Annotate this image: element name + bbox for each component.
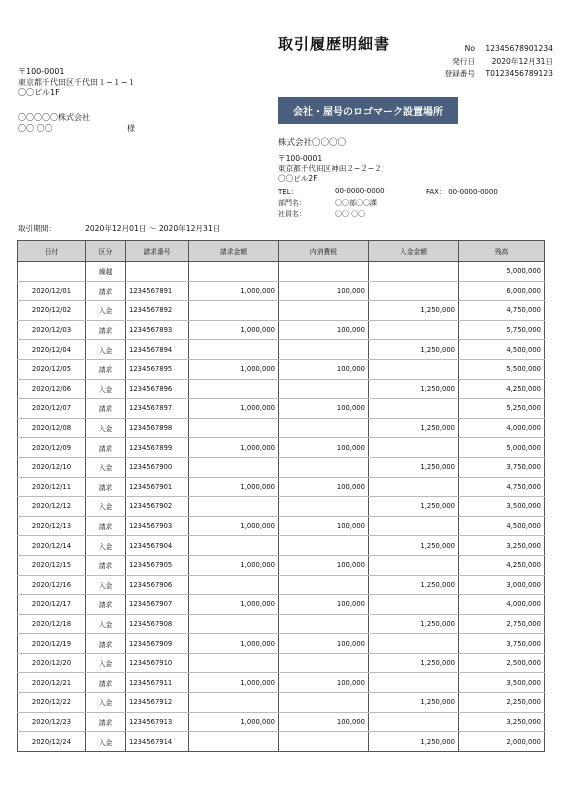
cell-balance: 5,500,000: [459, 359, 545, 379]
cell-date: 2020/12/14: [18, 536, 86, 556]
meta-issue-date-value: 2020年12月31日: [491, 56, 553, 66]
cell-payment: 1,250,000: [369, 457, 459, 477]
cell-amount: 1,000,000: [189, 359, 279, 379]
meta-issue-date-label: 発行日: [452, 56, 475, 66]
cell-date: 2020/12/08: [18, 418, 86, 438]
cell-date: 2020/12/10: [18, 457, 86, 477]
col-tax: 内消費税: [279, 241, 369, 262]
issuer-street: 東京都千代田区神田２−２−２: [278, 164, 382, 173]
meta-no: [420, 43, 553, 56]
table-row: [18, 457, 545, 477]
cell-amount: [189, 340, 279, 360]
cell-balance: 5,000,000: [459, 262, 545, 282]
cell-tax: 100,000: [279, 673, 369, 693]
cell-date: 2020/12/01: [18, 281, 86, 301]
cell-balance: 4,750,000: [459, 477, 545, 497]
cell-type: 入金: [86, 732, 126, 752]
customer-company: 〇〇〇〇〇株式会社: [18, 113, 90, 122]
cell-tax: 100,000: [279, 634, 369, 654]
cell-payment: 1,250,000: [369, 379, 459, 399]
cell-tax: [279, 340, 369, 360]
cell-type: 入金: [86, 457, 126, 477]
cell-type: 請求: [86, 595, 126, 615]
cell-payment: [369, 634, 459, 654]
table-row: [18, 418, 545, 438]
cell-tax: [279, 497, 369, 517]
cell-tax: [279, 379, 369, 399]
cell-type: 請求: [86, 281, 126, 301]
cell-invoice-no: 1234567912: [126, 693, 189, 713]
cell-type: 請求: [86, 516, 126, 536]
cell-tax: 100,000: [279, 359, 369, 379]
cell-type: 入金: [86, 340, 126, 360]
table-row: [18, 732, 545, 752]
cell-invoice-no: 1234567897: [126, 399, 189, 419]
cell-amount: 1,000,000: [189, 634, 279, 654]
cell-tax: [279, 457, 369, 477]
issuer-staff-label: 社員名：: [278, 209, 306, 218]
cell-type: 入金: [86, 379, 126, 399]
cell-date: 2020/12/24: [18, 732, 86, 752]
cell-tax: 100,000: [279, 438, 369, 458]
table-row: [18, 497, 545, 517]
cell-date: 2020/12/16: [18, 575, 86, 595]
col-amount: 請求金額: [189, 241, 279, 262]
cell-amount: 1,000,000: [189, 712, 279, 732]
cell-type: 請求: [86, 438, 126, 458]
cell-type: 入金: [86, 497, 126, 517]
table-row: [18, 673, 545, 693]
cell-payment: 1,250,000: [369, 732, 459, 752]
cell-invoice-no: 1234567909: [126, 634, 189, 654]
cell-tax: [279, 418, 369, 438]
cell-balance: 5,000,000: [459, 438, 545, 458]
issuer-fax-value: 00-0000-0000: [448, 188, 498, 196]
cell-invoice-no: 1234567901: [126, 477, 189, 497]
cell-amount: 1,000,000: [189, 673, 279, 693]
cell-balance: 4,250,000: [459, 555, 545, 575]
cell-date: 2020/12/15: [18, 555, 86, 575]
cell-balance: 4,750,000: [459, 301, 545, 321]
cell-tax: 100,000: [279, 320, 369, 340]
issuer-company: 株式会社〇〇〇〇: [278, 138, 347, 148]
cell-type: 請求: [86, 477, 126, 497]
table-row: [18, 399, 545, 419]
cell-balance: 4,000,000: [459, 418, 545, 438]
cell-amount: 1,000,000: [189, 438, 279, 458]
cell-payment: [369, 399, 459, 419]
issuer-labels: [278, 198, 306, 219]
table-row: [18, 477, 545, 497]
cell-payment: 1,250,000: [369, 497, 459, 517]
cell-tax: [279, 732, 369, 752]
col-payment: 入金金額: [369, 241, 459, 262]
customer-postal: 〒100-0001: [18, 67, 65, 76]
cell-invoice-no: 1234567900: [126, 457, 189, 477]
cell-payment: 1,250,000: [369, 575, 459, 595]
cell-amount: 1,000,000: [189, 320, 279, 340]
cell-tax: [279, 536, 369, 556]
cell-amount: [189, 301, 279, 321]
transaction-table: [17, 240, 545, 752]
cell-amount: 1,000,000: [189, 477, 279, 497]
issuer-tel: 00-0000-0000: [335, 187, 385, 195]
cell-tax: 100,000: [279, 281, 369, 301]
cell-balance: 3,250,000: [459, 536, 545, 556]
cell-invoice-no: 1234567908: [126, 614, 189, 634]
cell-date: 2020/12/23: [18, 712, 86, 732]
cell-invoice-no: 1234567913: [126, 712, 189, 732]
table-header-row: [18, 241, 545, 262]
cell-payment: [369, 320, 459, 340]
cell-payment: [369, 712, 459, 732]
cell-amount: [189, 536, 279, 556]
cell-date: 2020/12/06: [18, 379, 86, 399]
table-row: [18, 693, 545, 713]
cell-invoice-no: 1234567914: [126, 732, 189, 752]
meta-registration: [420, 68, 553, 81]
cell-amount: 1,000,000: [189, 281, 279, 301]
cell-payment: 1,250,000: [369, 340, 459, 360]
table-row: [18, 634, 545, 654]
cell-date: [18, 262, 86, 282]
cell-balance: 4,500,000: [459, 516, 545, 536]
cell-balance: 5,750,000: [459, 320, 545, 340]
cell-payment: [369, 281, 459, 301]
cell-payment: 1,250,000: [369, 653, 459, 673]
col-invoice-no: 請求番号: [126, 241, 189, 262]
cell-payment: [369, 595, 459, 615]
cell-tax: 100,000: [279, 516, 369, 536]
issuer-staff: 〇〇 〇〇: [335, 209, 366, 218]
customer-person: 〇〇 〇〇: [18, 123, 53, 133]
meta-no-label: No: [464, 44, 475, 53]
table-row: [18, 653, 545, 673]
cell-date: 2020/12/18: [18, 614, 86, 634]
cell-payment: [369, 555, 459, 575]
issuer-building: 〇〇ビル2F: [278, 174, 318, 183]
cell-type: 請求: [86, 712, 126, 732]
cell-type: 入金: [86, 653, 126, 673]
cell-tax: 100,000: [279, 555, 369, 575]
cell-type: 請求: [86, 320, 126, 340]
cell-balance: 4,250,000: [459, 379, 545, 399]
cell-date: 2020/12/04: [18, 340, 86, 360]
cell-amount: 1,000,000: [189, 595, 279, 615]
table-row: [18, 516, 545, 536]
cell-amount: 1,000,000: [189, 516, 279, 536]
cell-balance: 2,750,000: [459, 614, 545, 634]
cell-payment: 1,250,000: [369, 614, 459, 634]
table-row: [18, 575, 545, 595]
cell-invoice-no: 1234567899: [126, 438, 189, 458]
cell-type: 請求: [86, 359, 126, 379]
cell-invoice-no: 1234567894: [126, 340, 189, 360]
cell-amount: [189, 614, 279, 634]
cell-invoice-no: 1234567891: [126, 281, 189, 301]
cell-payment: 1,250,000: [369, 536, 459, 556]
cell-balance: 3,250,000: [459, 712, 545, 732]
cell-tax: 100,000: [279, 399, 369, 419]
cell-balance: 4,000,000: [459, 595, 545, 615]
cell-type: 繰越: [86, 262, 126, 282]
cell-date: 2020/12/20: [18, 653, 86, 673]
cell-payment: [369, 477, 459, 497]
cell-type: 請求: [86, 634, 126, 654]
cell-balance: 3,500,000: [459, 497, 545, 517]
document-title: 取引履歴明細書: [278, 35, 391, 53]
meta-issue-date: [420, 56, 553, 69]
cell-amount: [189, 497, 279, 517]
cell-invoice-no: 1234567902: [126, 497, 189, 517]
issuer-tel-label: TEL：: [278, 188, 298, 196]
table-row: [18, 281, 545, 301]
cell-invoice-no: 1234567904: [126, 536, 189, 556]
cell-balance: 3,500,000: [459, 673, 545, 693]
cell-tax: 100,000: [279, 595, 369, 615]
cell-amount: [189, 693, 279, 713]
cell-payment: 1,250,000: [369, 418, 459, 438]
cell-balance: 5,250,000: [459, 399, 545, 419]
customer-street: 東京都千代田区千代田１−１−１: [18, 77, 136, 87]
cell-type: 入金: [86, 418, 126, 438]
cell-invoice-no: 1234567895: [126, 359, 189, 379]
cell-amount: 1,000,000: [189, 555, 279, 575]
table-row: [18, 320, 545, 340]
cell-type: 入金: [86, 301, 126, 321]
table-row: [18, 359, 545, 379]
cell-payment: [369, 516, 459, 536]
meta-registration-label: 登録番号: [444, 69, 475, 78]
cell-type: 入金: [86, 614, 126, 634]
cell-type: 請求: [86, 673, 126, 693]
cell-invoice-no: 1234567905: [126, 555, 189, 575]
cell-invoice-no: 1234567892: [126, 301, 189, 321]
issuer-fax: [426, 187, 498, 197]
cell-date: 2020/12/02: [18, 301, 86, 321]
logo-placeholder: 会社・屋号のロゴマーク設置場所: [278, 97, 458, 124]
col-type: 区分: [86, 241, 126, 262]
cell-amount: [189, 732, 279, 752]
table-row: [18, 712, 545, 732]
period-value: 2020年12月01日 〜 2020年12月31日: [85, 224, 221, 233]
cell-balance: 3,750,000: [459, 457, 545, 477]
cell-tax: [279, 614, 369, 634]
cell-invoice-no: 1234567910: [126, 653, 189, 673]
cell-invoice-no: [126, 262, 189, 282]
cell-amount: [189, 457, 279, 477]
document-meta: [420, 43, 553, 81]
cell-balance: 4,500,000: [459, 340, 545, 360]
cell-tax: [279, 301, 369, 321]
customer-address: [18, 67, 135, 99]
table-row: [18, 614, 545, 634]
issuer-address: [278, 154, 382, 184]
cell-payment: [369, 438, 459, 458]
cell-invoice-no: 1234567906: [126, 575, 189, 595]
table-row: [18, 301, 545, 321]
cell-type: 請求: [86, 399, 126, 419]
meta-registration-value: T0123456789123: [485, 69, 553, 78]
customer-honorific: 様: [127, 124, 135, 133]
cell-date: 2020/12/13: [18, 516, 86, 536]
cell-balance: 6,000,000: [459, 281, 545, 301]
cell-balance: 2,500,000: [459, 653, 545, 673]
table-row: [18, 536, 545, 556]
meta-no-value: 12345678901234: [485, 44, 553, 53]
cell-date: 2020/12/21: [18, 673, 86, 693]
issuer-values: [335, 198, 377, 219]
cell-date: 2020/12/19: [18, 634, 86, 654]
cell-date: 2020/12/11: [18, 477, 86, 497]
cell-balance: 2,250,000: [459, 693, 545, 713]
cell-payment: [369, 359, 459, 379]
period-label: 取引期間：: [18, 224, 56, 233]
cell-date: 2020/12/05: [18, 359, 86, 379]
cell-tax: 100,000: [279, 477, 369, 497]
customer-building: 〇〇ビル1F: [18, 88, 60, 97]
issuer-fax-label: FAX：: [426, 188, 446, 196]
col-date: 日付: [18, 241, 86, 262]
cell-amount: [189, 262, 279, 282]
issuer-dept-label: 部門名：: [278, 199, 306, 207]
cell-invoice-no: 1234567898: [126, 418, 189, 438]
table-row: [18, 340, 545, 360]
cell-date: 2020/12/22: [18, 693, 86, 713]
table-row: [18, 262, 545, 282]
cell-type: 請求: [86, 555, 126, 575]
cell-date: 2020/12/07: [18, 399, 86, 419]
cell-payment: 1,250,000: [369, 301, 459, 321]
cell-tax: 100,000: [279, 712, 369, 732]
cell-amount: [189, 379, 279, 399]
table-row: [18, 555, 545, 575]
table-row: [18, 379, 545, 399]
cell-invoice-no: 1234567893: [126, 320, 189, 340]
cell-payment: 1,250,000: [369, 693, 459, 713]
cell-payment: [369, 262, 459, 282]
cell-date: 2020/12/03: [18, 320, 86, 340]
cell-balance: 3,000,000: [459, 575, 545, 595]
cell-balance: 2,000,000: [459, 732, 545, 752]
cell-payment: [369, 673, 459, 693]
cell-invoice-no: 1234567907: [126, 595, 189, 615]
table-row: [18, 438, 545, 458]
cell-amount: 1,000,000: [189, 399, 279, 419]
cell-date: 2020/12/09: [18, 438, 86, 458]
cell-invoice-no: 1234567911: [126, 673, 189, 693]
cell-date: 2020/12/17: [18, 595, 86, 615]
cell-tax: [279, 575, 369, 595]
cell-amount: [189, 418, 279, 438]
issuer-postal: 〒100-0001: [278, 154, 323, 163]
col-balance: 残高: [459, 241, 545, 262]
cell-invoice-no: 1234567896: [126, 379, 189, 399]
cell-type: 入金: [86, 536, 126, 556]
cell-date: 2020/12/12: [18, 497, 86, 517]
cell-tax: [279, 262, 369, 282]
cell-tax: [279, 653, 369, 673]
issuer-dept: 〇〇部〇〇課: [335, 199, 377, 207]
cell-amount: [189, 653, 279, 673]
cell-invoice-no: 1234567903: [126, 516, 189, 536]
cell-balance: 3,750,000: [459, 634, 545, 654]
cell-amount: [189, 575, 279, 595]
cell-type: 入金: [86, 693, 126, 713]
cell-type: 入金: [86, 575, 126, 595]
table-row: [18, 595, 545, 615]
cell-tax: [279, 693, 369, 713]
customer-name-block: [18, 113, 90, 134]
